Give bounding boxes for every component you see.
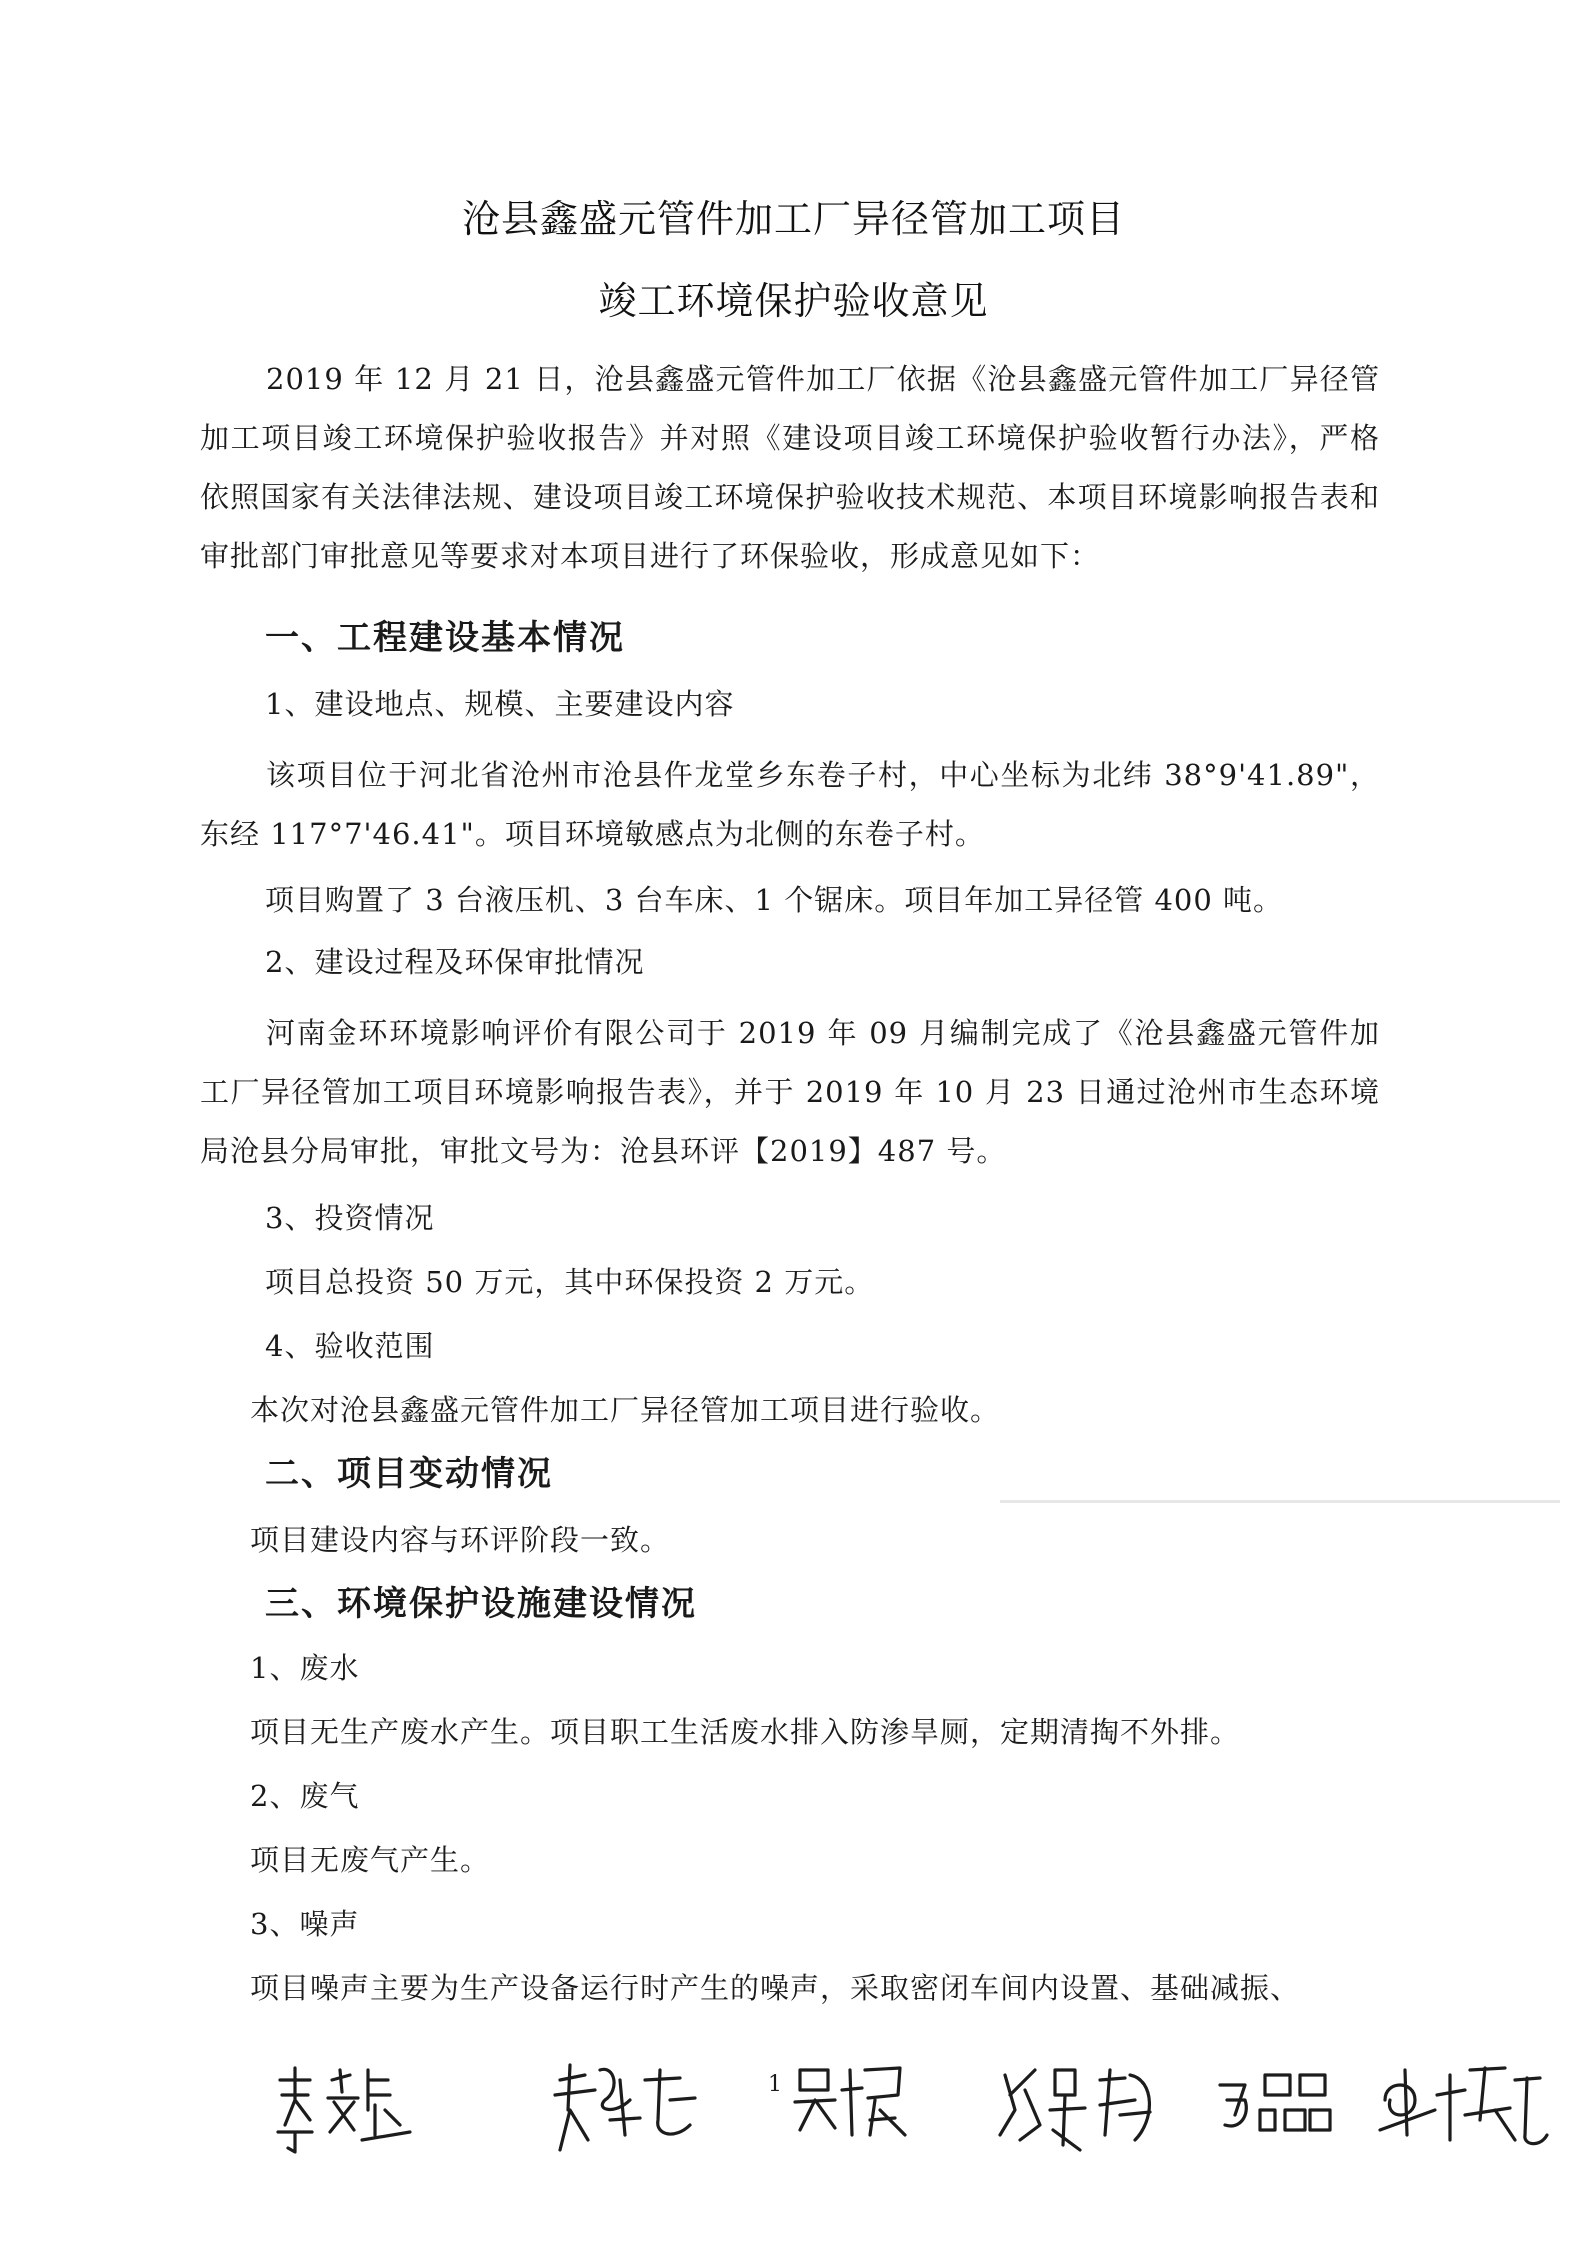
- document-subtitle: 竣工环境保护验收意见: [598, 279, 989, 323]
- page-number: 1: [768, 2072, 782, 2097]
- section3-subheading-3: 3、噪声: [250, 1907, 360, 1941]
- approval-paragraph: 河南金环环境影响评价有限公司于 2019 年 09 月编制完成了《沧县鑫盛元管件加工厂异径管加工项目环境影响报告表》，并于 2019 年 10 月 23 日通过沧州市生态环境局沧县分局审批，审批文号为：沧县环评【2019】487 号。: [200, 1016, 1380, 1168]
- section1-subheading-2: 2、建设过程及环保审批情况: [265, 945, 645, 979]
- section3-subheading-2: 2、废气: [250, 1779, 360, 1813]
- section1-subheading-3: 3、投资情况: [265, 1201, 435, 1235]
- section2-heading: 二、项目变动情况: [265, 1454, 553, 1494]
- section1-heading: 一、工程建设基本情况: [265, 618, 625, 658]
- scan-artifact: [1000, 1500, 1560, 1503]
- exhaust-paragraph: 项目无废气产生。: [250, 1843, 491, 1877]
- scope-paragraph: 本次对沧县鑫盛元管件加工厂异径管加工项目进行验收。: [250, 1393, 1001, 1427]
- signature-1: [250, 2040, 420, 2170]
- signature-6: [1365, 2040, 1555, 2170]
- investment-paragraph: 项目总投资 50 万元，其中环保投资 2 万元。: [265, 1265, 875, 1299]
- signature-5: [1205, 2040, 1345, 2170]
- document-title: 沧县鑫盛元管件加工厂异径管加工项目: [461, 197, 1125, 241]
- location-paragraph: 该项目位于河北省沧州市沧县仵龙堂乡东卷子村，中心坐标为北纬 38°9'41.89"，东经 117°7'46.41"。项目环境敏感点为北侧的东卷子村。: [200, 758, 1380, 851]
- change-paragraph: 项目建设内容与环评阶段一致。: [250, 1523, 671, 1557]
- section1-subheading-4: 4、验收范围: [265, 1329, 435, 1363]
- signature-3: [780, 2040, 920, 2170]
- wastewater-paragraph: 项目无生产废水产生。项目职工生活废水排入防渗旱厕，定期清掏不外排。: [250, 1715, 1241, 1749]
- section1-subheading-1: 1、建设地点、规模、主要建设内容: [265, 687, 735, 721]
- signature-2: [540, 2040, 710, 2170]
- equipment-paragraph: 项目购置了 3 台液压机、3 台车床、1 个锯床。项目年加工异径管 400 吨。: [265, 883, 1284, 917]
- noise-paragraph: 项目噪声主要为生产设备运行时产生的噪声，采取密闭车间内设置、基础减振、: [250, 1971, 1301, 2005]
- section3-heading: 三、环境保护设施建设情况: [265, 1584, 697, 1624]
- signature-4: [985, 2040, 1175, 2170]
- section3-subheading-1: 1、废水: [250, 1651, 360, 1685]
- intro-paragraph: 2019 年 12 月 21 日，沧县鑫盛元管件加工厂依据《沧县鑫盛元管件加工厂异径管加工项目竣工环境保护验收报告》并对照《建设项目竣工环境保护验收暂行办法》，严格依照国家有关法律法规、建设项目竣工环境保护验收技术规范、本项目环境影响报告表和审批部门审批意见等要求对本项目进行了环保验收，形成意见如下：: [200, 362, 1380, 573]
